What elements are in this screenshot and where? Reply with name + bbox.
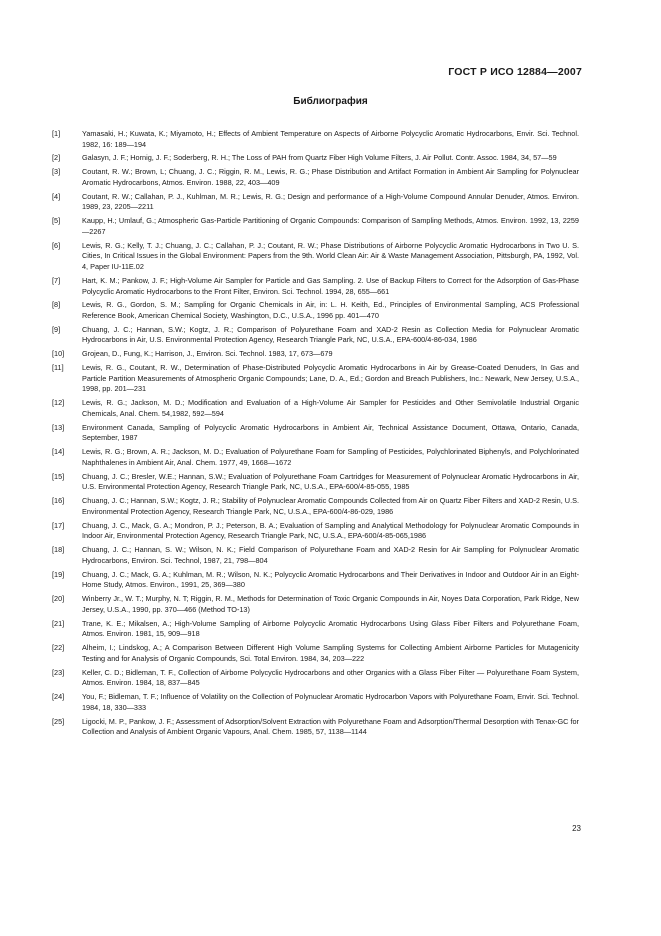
reference-item (52, 472, 579, 493)
reference-item (52, 496, 579, 517)
reference-number: [4] (52, 191, 61, 201)
reference-number: [14] (52, 447, 65, 457)
reference-number: [5] (52, 216, 61, 226)
reference-number: [15] (52, 471, 65, 481)
reference-text: Keller, C. D.; Bidleman, T. F., Collection of Airborne Polycyclic Hydrocarbons and other Organics with a Glass Fiber Filter — Polyurethane Foam System, Atmos. Environ. 1984, 18, 837—845 (82, 667, 579, 688)
reference-item (52, 398, 579, 419)
reference-number: [10] (52, 349, 65, 359)
reference-number: [24] (52, 692, 65, 702)
reference-item (52, 241, 579, 273)
reference-item (52, 300, 579, 321)
reference-number: [19] (52, 569, 65, 579)
reference-number: [2] (52, 153, 61, 163)
reference-text: Lewis, R. G.; Jackson, M. D.; Modification and Evaluation of a High-Volume Air Sampler for Pesticides and Other Semivolatile Industrial Organic Chemicals, Anal. Chem. 54,1982, 592—594 (82, 398, 579, 418)
reference-item (52, 545, 579, 566)
reference-text: Chuang, J. C.; Bresler, W.E.; Hannan, S.W.; Evaluation of Polyurethane Foam Cartridges for Measurement of Polynuclear Aromatic Hydrocarbons in Air, U.S. Environmental Protection Agency, Research Triangle Park, NC, U.S.A., EPA-600/4-85-055, 1985 (82, 471, 579, 492)
reference-text: Trane, K. E.; Mikalsen, A.; High-Volume Sampling of Airborne Polycyclic Aromatic Hydrocarbons Using Glass Fiber Filters and Polyurethane Foam, Atmos. Environ. 1981, 15, 909—918 (82, 618, 579, 639)
bibliography-title: Библиография (293, 96, 368, 107)
reference-text: Galasyn, J. F.; Hornig, J. F.; Soderberg, R. H.; The Loss of PAH from Quartz Fiber High Volume Filters, J. Air Pollut. Contr. Assoc. 1984, 34, 57—59 (82, 153, 557, 163)
reference-text: Coutant, R. W.; Brown, L; Chuang, J. C.; Riggin, R. M., Lewis, R. G.; Phase Distribution and Artifact Formation in Ambient Air Sampling for Polynuclear Aromatic Hydrocarbons, Atmos. Environ. 1988, 22, 403—409 (82, 167, 579, 187)
reference-item (52, 447, 579, 468)
reference-item (52, 167, 579, 188)
reference-number: [12] (52, 398, 65, 408)
page-number: 23 (572, 824, 581, 833)
reference-number: [18] (52, 545, 65, 555)
reference-text: Lewis, R. G.; Brown, A. R.; Jackson, M. D.; Evaluation of Polyurethane Foam for Sampling of Pesticides, Polychlorinated Biphenyls, and Polychlorinated Naphthalenes in Ambient Air, Anal. Chem. 1977, 49, 1668—1672 (82, 447, 579, 467)
reference-text: Yamasaki, H.; Kuwata, K.; Miyamoto, H.; Effects of Ambient Temperature on Aspects of Airborne Polycyclic Aromatic Hydrocarbons, Envir. Sci. Technol. 1982, 16: 189—194 (82, 129, 579, 149)
reference-item (52, 668, 579, 689)
reference-item (52, 325, 579, 346)
reference-text: Grojean, D., Fung, K.; Harrison, J., Environ. Sci. Technol. 1983, 17, 673—679 (82, 349, 333, 359)
reference-text: Lewis, R. G.; Kelly, T. J.; Chuang, J. C.; Callahan, P. J.; Coutant, R. W.; Phase Distributions of Airborne Polycyclic Aromatic Hydrocarbons in Two U. S. Cities, In Critical Issues in the Global Environment: Papers from the 9th. World Clean Air: Air & Waste Management Association, Pittsburgh, PA, 1992, Vol. 4, Paper IU-11E.02 (82, 240, 579, 272)
reference-number: [23] (52, 667, 65, 677)
reference-item (52, 276, 579, 297)
reference-number: [16] (52, 496, 65, 506)
reference-number: [22] (52, 643, 65, 653)
reference-item (52, 423, 579, 444)
reference-number: [8] (52, 300, 61, 310)
reference-item (52, 129, 579, 150)
reference-number: [13] (52, 422, 65, 432)
reference-number: [11] (52, 363, 64, 373)
reference-text: You, F.; Bidleman, T. F.; Influence of Volatility on the Collection of Polynuclear Aromatic Hydrocarbon Vapors with Polyurethane Foam, Envir. Sci. Technol. 1984, 18, 330—333 (82, 692, 579, 712)
reference-number: [20] (52, 594, 65, 604)
reference-text: Environment Canada, Sampling of Polycyclic Aromatic Hydrocarbons in Ambient Air, Technical Assistance Document, Ottawa, Ontario, Canada, September, 1987 (82, 422, 579, 443)
reference-item (52, 192, 579, 213)
reference-text: Chuang, J. C.; Hannan, S.W.; Kogtz, J. R.; Stability of Polynuclear Aromatic Compounds Collected from Air on Quartz Fiber Filters and XAD-2 Resin, U.S. Environmental Protection Agency, Research Triangle Park, NC, U.S.A., EPA-600/4-86-029, 1986 (82, 496, 579, 516)
reference-item (52, 570, 579, 591)
reference-item (52, 349, 579, 360)
reference-item (52, 643, 579, 664)
reference-list (52, 129, 579, 741)
reference-item (52, 521, 579, 542)
reference-item (52, 594, 579, 615)
reference-item (52, 692, 579, 713)
reference-text: Ligocki, M. P., Pankow, J. F.; Assessment of Adsorption/Solvent Extraction with Polyurethane Foam and Adsorption/Thermal Desorption with Tenax-GC for Collection and Analysis of Ambient Organic Vapours, Anal. Chem. 1985, 57, 1138—1144 (82, 716, 579, 737)
reference-number: [25] (52, 716, 65, 726)
reference-number: [17] (52, 520, 65, 530)
reference-text: Alheim, I.; Lindskog, A.; A Comparison Between Different High Volume Sampling Systems for Collecting Ambient Airborne Particles for Mutagenicity Testing and for Analysis of Organic Compounds, Sci. Total Environ. 1984, 34, 203—222 (82, 643, 579, 663)
reference-text: Lewis, R. G., Gordon, S. M.; Sampling for Organic Chemicals in Air, in: L. H. Keith, Ed., Principles of Environmental Sampling, ACS Professional Reference Book, American Chemical Society, Washington, D.C., U.S.A., 1996 pp. 401—470 (82, 300, 579, 320)
reference-text: Chuang, J. C.; Mack, G. A.; Kuhlman, M. R.; Wilson, N. K.; Polycyclic Aromatic Hydrocarbons and Their Derivatives in Indoor and Outdoor Air in an Eight-Home Study, Atmos. Environ., 1991, 25, 369—380 (82, 569, 579, 590)
reference-number: [21] (52, 618, 65, 628)
reference-text: Chuang, J. C.; Hannan, S.W.; Kogtz, J. R.; Comparison of Polyurethane Foam and XAD-2 Resin as Collection Media for Polynuclear Aromatic Hydrocarbons in Air, U.S. Environmental Protection Agency, Research Triangle Park, NC, U.S.A., EPA-600/4-86-034, 1986 (82, 324, 579, 345)
reference-number: [7] (52, 275, 61, 285)
reference-text: Coutant, R. W.; Callahan, P. J., Kuhlman, M. R.; Lewis, R. G.; Design and performance of a High-Volume Compound Annular Denuder, Atmos. Environ. 1989, 23, 2205—2211 (82, 191, 579, 212)
reference-text: Kaupp, H.; Umlauf, G.; Atmospheric Gas-Particle Partitioning of Organic Compounds: Comparison of Sampling Methods, Atmos. Environ. 1992, 13, 2259—2267 (82, 216, 579, 236)
reference-item (52, 216, 579, 237)
reference-number: [9] (52, 324, 61, 334)
reference-text: Winberry Jr., W. T.; Murphy, N. T; Riggin, R. M., Methods for Determination of Toxic Organic Compounds in Air, Noyes Data Corporation, Park Ridge, New Jersey, U.S.A., 1990, pp. 370—466 (Method TO-13) (82, 594, 579, 614)
reference-item (52, 363, 579, 395)
reference-text: Hart, K. M.; Pankow, J. F.; High-Volume Air Sampler for Particle and Gas Sampling. 2. Use of Backup Filters to Correct for the Adsorption of Gas-Phase Polycyclic Aromatic Hydrocarbons to the Front Filter, Environ. Sci. Technol. 1994, 28, 655—661 (82, 275, 579, 296)
reference-item (52, 619, 579, 640)
reference-item (52, 717, 579, 738)
reference-number: [1] (52, 129, 61, 138)
reference-text: Chuang, J. C., Mack, G. A.; Mondron, P. J.; Peterson, B. A.; Evaluation of Sampling and Analytical Methodology for Polynuclear Aromatic Compounds in Indoor Air, Environmental Protection Agency, Research Triangle Park, NC, U.S.A., EPA-600/4-85-065,1986 (82, 520, 579, 541)
reference-number: [6] (52, 240, 61, 250)
reference-number: [3] (52, 167, 61, 177)
reference-text: Chuang, J. C.; Hannan, S. W.; Wilson, N. K.; Field Comparison of Polyurethane Foam and XAD-2 Resin for Air Sampling for Polynuclear Aromatic Hydrocarbons, Environ. Sci. Technol, 1987, 21, 798—804 (82, 545, 579, 565)
reference-text: Lewis, R. G., Coutant, R. W., Determination of Phase-Distributed Polycyclic Aromatic Hydrocarbons in Air by Grease-Coated Denuders, In Gas and Particle Partition Measurements of Atmospheric Organic Compounds; Lane, D. A., Ed.; Gordon and Breach Publishers, Inc.: Newark, New Jersey, U.S.A., 1998, pp. 201—231 (82, 363, 579, 394)
reference-item (52, 153, 579, 164)
standard-code-header: ГОСТ Р ИСО 12884—2007 (448, 66, 582, 78)
